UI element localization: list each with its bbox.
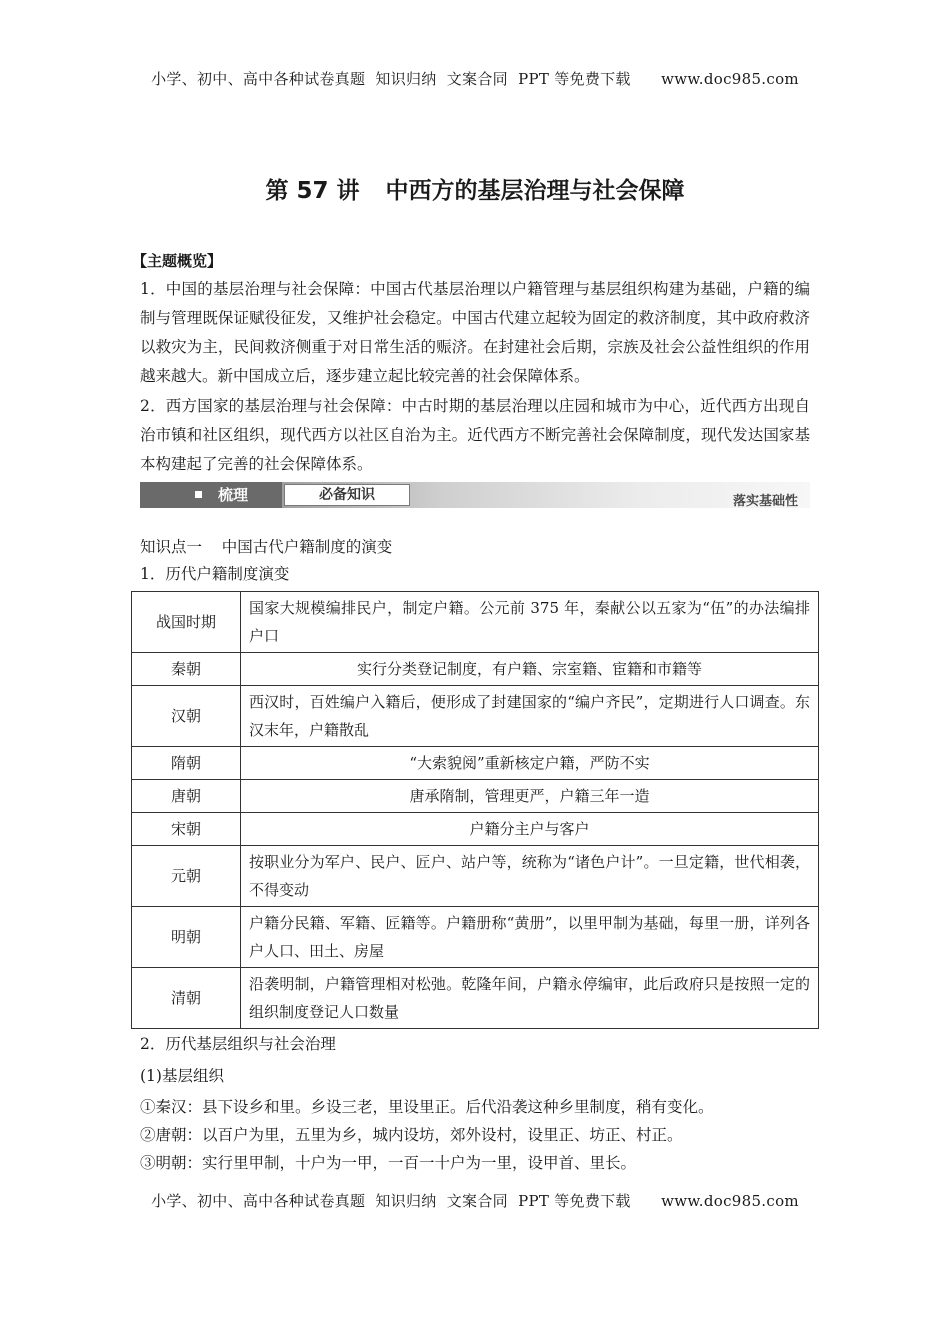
era-cell: 宋朝	[132, 813, 241, 846]
banner-dark-block	[140, 482, 282, 508]
table-row	[132, 653, 819, 686]
description-cell: 西汉时，百姓编户入籍后，便形成了封建国家的“编户齐民”，定期进行人口调查。东汉末年，户籍散乱	[241, 686, 819, 747]
description-cell: 沿袭明制，户籍管理相对松弛。乾隆年间，户籍永停编审，此后政府只是按照一定的组织制度登记人口数量	[241, 968, 819, 1029]
list-item: ③明朝：实行里甲制，十户为一甲，一百一十户为一里，设甲首、里长。	[140, 1154, 637, 1172]
section2-subheading: (1)基层组织	[140, 1067, 224, 1085]
square-bullet-icon	[195, 491, 202, 498]
overview-label: 【主题概览】	[132, 252, 223, 270]
era-cell: 秦朝	[132, 653, 241, 686]
table-row	[132, 747, 819, 780]
household-registration-table	[131, 591, 819, 1029]
banner-right-label: 落实基础性	[732, 494, 798, 509]
page-title	[0, 172, 950, 205]
description-cell: “大索貌阅”重新核定户籍，严防不实	[241, 747, 819, 780]
era-cell: 清朝	[132, 968, 241, 1029]
page-header: 小学、初中、高中各种试卷真题 知识归纳 文案合同 PPT 等免费下载 www.doc985.com	[151, 70, 799, 88]
description-cell: 国家大规模编排民户，制定户籍。公元前 375 年，秦献公以五家为“伍”的办法编排户口	[241, 592, 819, 653]
era-cell: 战国时期	[132, 592, 241, 653]
description-cell: 户籍分民籍、军籍、匠籍等。户籍册称“黄册”，以里甲制为基础，每里一册，详列各户人口、田土、房屋	[241, 907, 819, 968]
banner-box-label: 必备知识	[284, 484, 410, 506]
era-cell: 隋朝	[132, 747, 241, 780]
era-cell: 汉朝	[132, 686, 241, 747]
page-footer: 小学、初中、高中各种试卷真题 知识归纳 文案合同 PPT 等免费下载 www.doc985.com	[151, 1192, 799, 1210]
era-cell: 明朝	[132, 907, 241, 968]
description-cell: 唐承隋制，管理更严，户籍三年一造	[241, 780, 819, 813]
table-row	[132, 968, 819, 1029]
knowledge-point-heading: 知识点一 中国古代户籍制度的演变	[140, 538, 393, 556]
table-row	[132, 592, 819, 653]
table-row	[132, 780, 819, 813]
banner-label: 梳理	[218, 486, 249, 504]
section2-heading: 2．历代基层组织与社会治理	[140, 1035, 336, 1053]
description-cell: 户籍分主户与客户	[241, 813, 819, 846]
section-subheading: 1．历代户籍制度演变	[140, 565, 290, 583]
table-row	[132, 846, 819, 907]
table-row	[132, 686, 819, 747]
description-cell: 按职业分为军户、民户、匠户、站户等，统称为“诸色户计”。一旦定籍，世代相袭，不得变动	[241, 846, 819, 907]
table-row	[132, 813, 819, 846]
era-cell: 唐朝	[132, 780, 241, 813]
section-banner	[140, 482, 810, 508]
table-row	[132, 907, 819, 968]
list-item: ①秦汉：县下设乡和里。乡设三老，里设里正。后代沿袭这种乡里制度，稍有变化。	[140, 1098, 714, 1116]
lecture-title: 中西方的基层治理与社会保障	[385, 178, 685, 204]
description-cell: 实行分类登记制度，有户籍、宗室籍、宦籍和市籍等	[241, 653, 819, 686]
list-item: ②唐朝：以百户为里，五里为乡，城内设坊，郊外设村，设里正、坊正、村正。	[140, 1126, 683, 1144]
era-cell: 元朝	[132, 846, 241, 907]
lecture-number: 第 57 讲	[265, 178, 360, 204]
overview-paragraph-1: 1．中国的基层治理与社会保障：中国古代基层治理以户籍管理与基层组织构建为基础，户籍的编制与管理既保证赋役征发，又维护社会稳定。中国古代建立起较为固定的救济制度，其中政府救济以救灾为主，民间救济侧重于对日常生活的赈济。在封建社会后期，宗族及社会公益性组织的作用越来越大。新中国成立后，逐步建立起比较完善的社会保障体系。	[140, 280, 810, 385]
overview-paragraph-2: 2．西方国家的基层治理与社会保障：中古时期的基层治理以庄园和城市为中心，近代西方出现自治市镇和社区组织，现代西方以社区自治为主。近代西方不断完善社会保障制度，现代发达国家基本构建起了完善的社会保障体系。	[140, 397, 810, 473]
